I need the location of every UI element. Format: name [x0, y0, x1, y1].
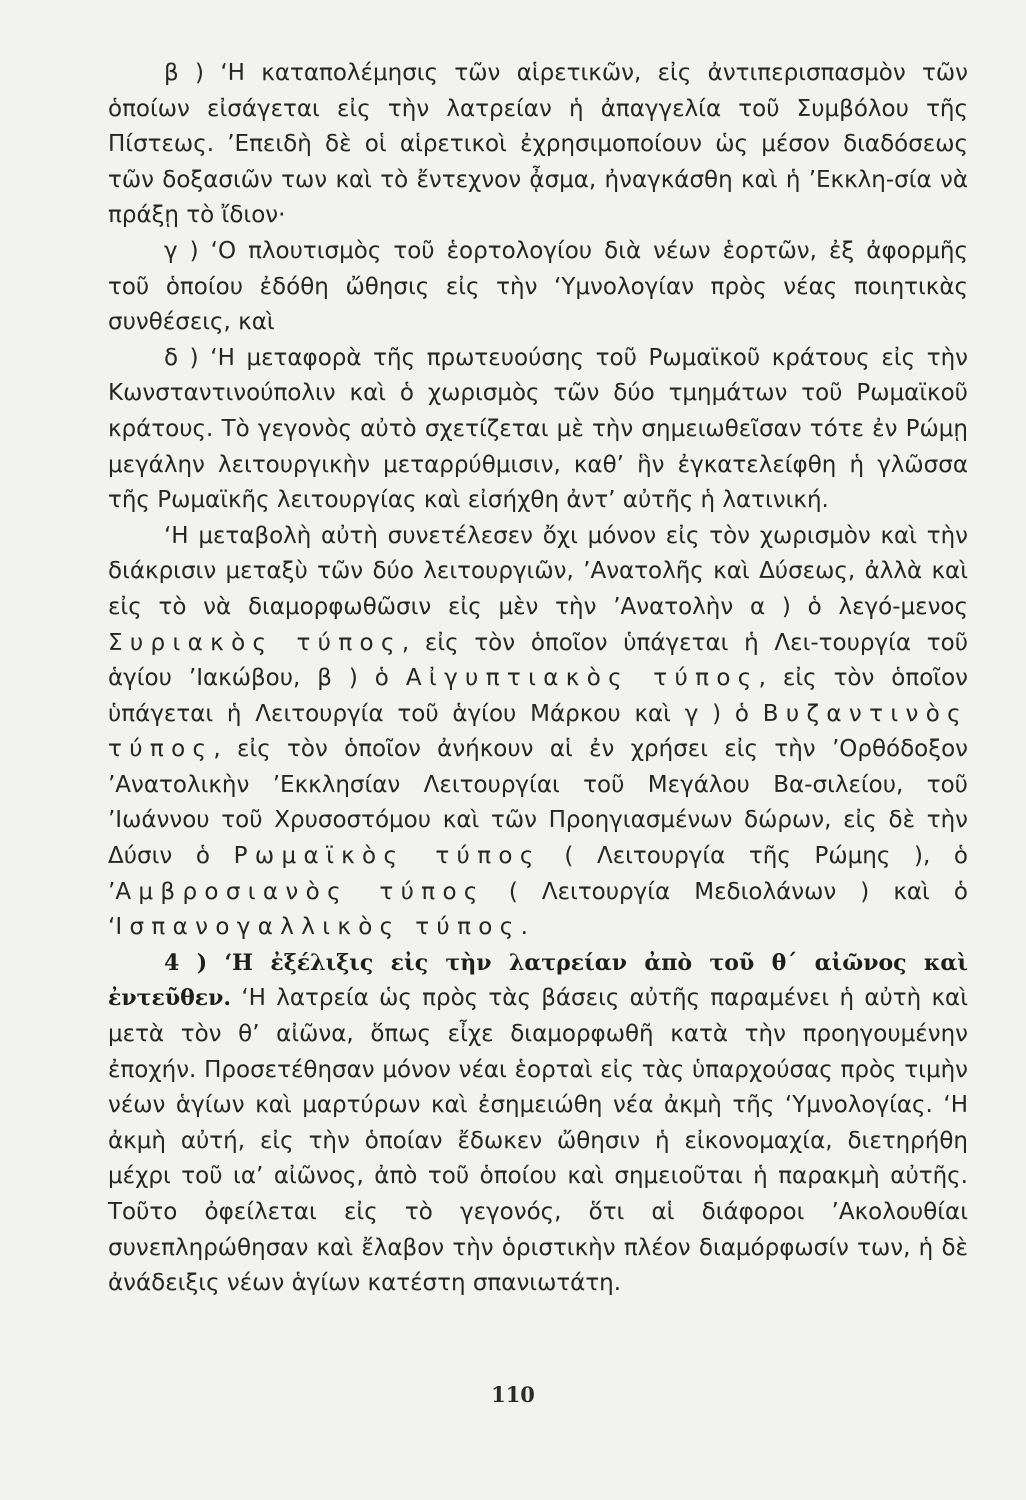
text-run: . — [520, 914, 528, 941]
text-run: , εἰς τὸν ὁποῖον ἀνήκουν αἱ ἐν χρήσει εἰς τὴν ’Ορθόδοξον ’Ανατολικὴν ’Εκκλησίαν Λειτουργίαι τοῦ Μεγάλου Βα-σιλείου, τοῦ ’Ιωάννου τοῦ Χρυσοστόμου καὶ τῶν Προηγιασμένων δώρων, εἰς δὲ τὴν Δύσιν ὁ — [108, 736, 968, 870]
body-text — [108, 56, 968, 1302]
term-roman-type: Ρωμαϊκὸς τύπος — [233, 843, 541, 870]
text-run: ‘Η μεταβολὴ αὐτὴ συνετέλεσεν ὄχι μόνον εἰς τὸν χωρισμὸν καὶ τὴν διάκρισιν μεταξὺ τῶν δύο λειτουργιῶν, ’Ανατολῆς καὶ Δύσεως, ἀλλὰ καὶ εἰς τὸ νὰ διαμορφωθῶσιν εἰς μὲν τὴν ’Ανατολὴν α ) ὁ λεγό-μενος — [108, 522, 968, 620]
text-run: ‘Η λατρεία ὡς πρὸς τὰς βάσεις αὐτῆς παραμένει ἡ αὐτὴ καὶ μετὰ τὸν θ’ αἰῶνα, ὅπως εἶχε διαμορφωθῆ κατὰ τὴν προηγουμένην ἐποχήν. Προσετέθησαν μόνον νέαι ἑορταὶ εἰς τὰς ὑπαρχούσας πρὸς τιμὴν νέων ἁγίων καὶ μαρτύρων καὶ ἐσημειώθη νέα ἀκμὴ τῆς ‘Υμνολογίας. ‘Η ἀκμὴ αὐτή, εἰς τὴν ὁποίαν ἔδωκεν ὤθησιν ἡ εἰκονομαχία, διετηρήθη μέχρι τοῦ ια’ αἰῶνος, ἀπὸ τοῦ ὁποίου καὶ σημειοῦται ἡ παρακμὴ αὐτῆς. Τοῦτο ὀφείλεται εἰς τὸ γεγονός, ὅτι αἱ διάφοροι ’Ακολουθίαι συνεπληρώθησαν καὶ ἔλαβον τὴν ὁριστικὴν πλέον διαμόρφωσίν των, ἡ δὲ ἀνάδειξις νέων ἁγίων κατέστη σπανιωτάτη. — [108, 985, 968, 1297]
text-run: ( Λειτουργία τῆς Ρώμης ), ὁ ’ — [108, 843, 968, 905]
page-number: 110 — [491, 1382, 535, 1407]
text-run: β ) ‘Η καταπολέμησις τῶν αἱρετικῶν, εἰς ἀντιπερισπασμὸν τῶν ὁποίων εἰσάγεται εἰς τὴν λατρείαν ἡ ἀπαγγελία τοῦ Συμβόλου τῆς Πίστεως. ’Επειδὴ δὲ οἱ αἱρετικοὶ ἐχρησιμοποίουν ὡς μέσον διαδόσεως τῶν δοξασιῶν των καὶ τὸ ἔντεχνον ᾆσμα, ἠναγκάσθη καὶ ἡ ’Εκκλη-σία νὰ πράξῃ τὸ ἴδιον· — [108, 60, 968, 229]
term-ambrosian-type: Αμβροσιανὸς τύπος — [115, 878, 485, 905]
section-heading: 4 ) ‘Η ἐξέλιξις εἰς τὴν λατρείαν ἀπὸ τοῦ θ΄ αἰῶνος καὶ ἐντεῦθεν. — [108, 949, 968, 1012]
paragraph-beta — [108, 56, 968, 234]
paragraph-liturgical-types — [108, 519, 968, 946]
text-run: , εἰς τὸν ὁποῖον ὑπάγεται ἡ Λειτουργία τοῦ ἁγίου Μάρκου καὶ γ ) ὁ — [108, 665, 968, 727]
paragraph-section-4 — [108, 946, 968, 1302]
term-hispano-gallican-type: Ισπανογαλλικὸς τύπος — [115, 914, 521, 941]
paragraph-gamma — [108, 234, 968, 341]
text-run: γ ) ‘Ο πλουτισμὸς τοῦ ἑορτολογίου διὰ νέων ἑορτῶν, ἐξ ἀφορμῆς τοῦ ὁποίου ἐδόθη ὤθησις εἰς τὴν ‘Υμνολογίαν πρὸς νέας ποιητικὰς συνθέσεις, καὶ — [108, 237, 968, 336]
term-egyptian-type: Αἰγυπτιακὸς τύπος — [405, 665, 759, 692]
paragraph-delta — [108, 341, 968, 519]
text-run: δ ) ‘Η μεταφορὰ τῆς πρωτευούσης τοῦ Ρωμαϊκοῦ κράτους εἰς τὴν Κωνσταντινούπολιν καὶ ὁ χωρισμὸς τῶν δύο τμημάτων τοῦ Ρωμαϊκοῦ κράτους. Τὸ γεγονὸς αὐτὸ σχετίζεται μὲ τὴν σημειωθεῖσαν τότε ἐν Ρώμῃ μεγάλην λειτουργικὴν μεταρρύθμισιν, καθ’ ἣν ἐγκατελείφθη ἡ γλῶσσα τῆς Ρωμαϊκῆς λειτουργίας καὶ εἰσήχθη ἀντ’ αὐτῆς ἡ λατινική. — [108, 344, 968, 514]
term-byzantine-type: Βυζαντινὸς τύπος — [108, 700, 968, 763]
term-syrian-type: Συριακὸς τύπος — [108, 629, 402, 656]
text-run: ( Λειτουργία Μεδιολάνων ) καὶ ὁ ‘ — [108, 878, 968, 941]
text-run: , εἰς τὸν ὁποῖον ὑπάγεται ἡ Λει-τουργία τοῦ ἁγίου ’Ιακώβου, β ) ὁ — [108, 629, 969, 692]
